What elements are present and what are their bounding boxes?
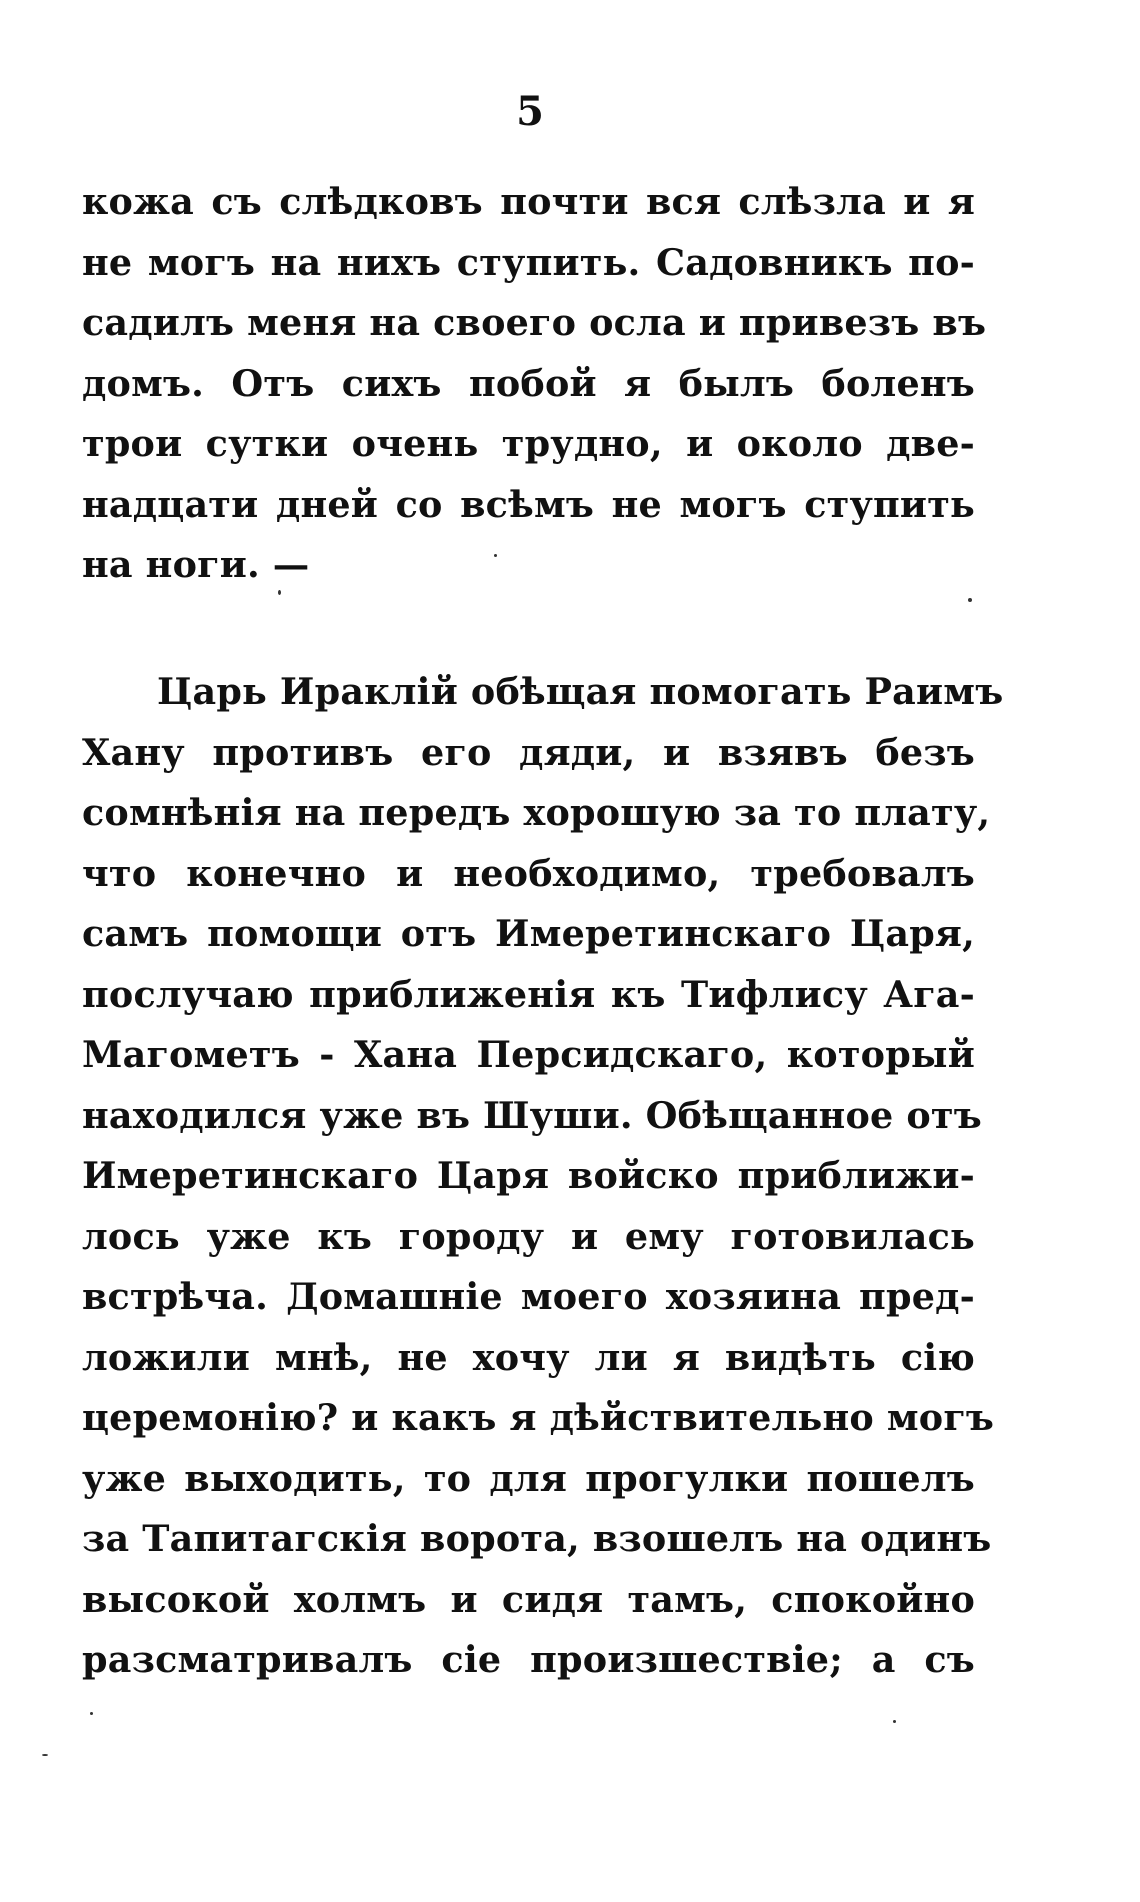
page-number: 5 — [516, 88, 544, 135]
text-line: Имеретинскаго Царя войско приближи- — [82, 1154, 975, 1197]
text-line: надцати дней со всѣмъ не могъ ступить — [82, 482, 975, 526]
text-line: что конечно и необходимо, требовалъ — [82, 851, 975, 895]
text-line: находился уже въ Шуши. Обѣщанное отъ — [82, 1093, 982, 1137]
text-line: садилъ меня на своего осла и привезъ въ — [82, 301, 987, 344]
text-line: Магометъ - Хана Персидскаго, который — [82, 1033, 975, 1076]
text-line: кожа съ слѣдковъ почти вся слѣзла и я — [82, 180, 975, 223]
text-line: разсматривалъ сіе произшествіе; а съ — [82, 1638, 975, 1681]
text-line: за Тапитагскія ворота, взошелъ на одинъ — [82, 1517, 992, 1560]
text-line: не могъ на нихъ ступить. Садовникъ по- — [82, 240, 975, 284]
text-line: Хану противъ его дяди, и взявъ безъ — [82, 730, 975, 774]
text-line: уже выходить, то для прогулки пошелъ — [82, 1456, 975, 1500]
print-speck — [90, 1712, 93, 1715]
text-line: на ноги. — — [82, 543, 310, 586]
paragraph-2 — [82, 662, 1004, 1691]
print-speck — [893, 1720, 896, 1723]
text-line: высокой холмъ и сидя тамъ, спокойно — [82, 1577, 975, 1621]
text-line: церемонію? и какъ я дѣйствительно могъ — [82, 1396, 995, 1439]
print-speck — [494, 554, 497, 557]
text-line: домъ. Отъ сихъ побой я былъ боленъ — [82, 361, 975, 405]
text-line: самъ помощи отъ Имеретинскаго Царя, — [82, 912, 975, 955]
text-line: лось уже къ городу и ему готовилась — [82, 1214, 975, 1258]
text-line: сомнѣнія на передъ хорошую за то плату, — [82, 791, 991, 834]
paragraph-1 — [82, 172, 987, 596]
print-speck — [278, 590, 281, 595]
text-line: послучаю приближенія къ Тифлису Ага- — [82, 972, 975, 1016]
print-speck — [42, 1754, 48, 1756]
text-line: трои сутки очень трудно, и около две- — [82, 422, 975, 465]
print-speck — [968, 598, 972, 602]
text-line: встрѣча. Домашніе моего хозяина пред- — [82, 1275, 975, 1318]
text-line: Царь Ираклій обѣщая помогать Раимъ — [157, 670, 1004, 713]
text-line: ложили мнѣ, не хочу ли я видѣть сію — [82, 1335, 975, 1379]
